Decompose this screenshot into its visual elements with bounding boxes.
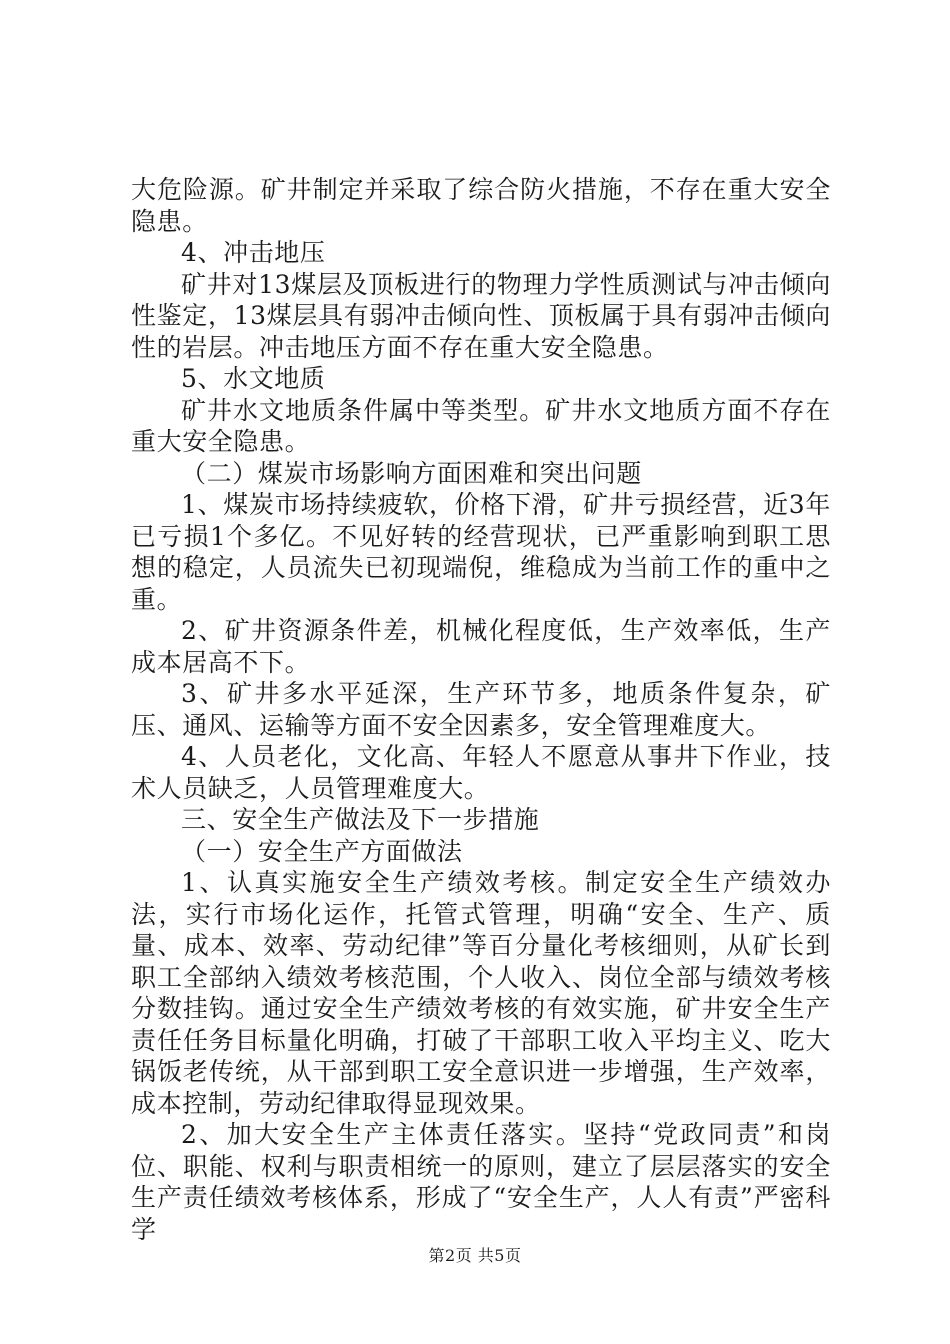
section-heading-hydrogeology: 5、水文地质 [181,364,326,393]
paragraph-rock-burst: 矿井对13煤层及顶板进行的物理力学性质测试与冲击倾向性鉴定，13煤层具有弱冲击倾向性、顶板属于具有弱冲击倾向性的岩层。冲击地压方面不存在重大安全隐患。 [131,269,831,362]
paragraph-practice-2: 2、加大安全生产主体责任落实。坚持“党政同责”和岗位、职能、权利与职责相统一的原则，建立了层层落实的安全生产责任绩效考核体系，形成了“安全生产，人人有责”严密科学 [131,1120,831,1244]
section-heading-coal-market: （二）煤炭市场影响方面困难和突出问题 [181,458,642,488]
subsection-heading-safety-practices: （一）安全生产方面做法 [181,836,463,866]
section-heading-rock-burst: 4、冲击地压 [181,238,326,267]
paragraph-market-item-3: 3、矿井多水平延深，生产环节多，地质条件复杂，矿压、通风、运输等方面不安全因素多，安全管理难度大。 [131,679,831,740]
document-body [131,174,831,1245]
section-heading-safety-measures: 三、安全生产做法及下一步措施 [181,805,540,834]
paragraph-hydrogeology: 矿井水文地质条件属中等类型。矿井水文地质方面不存在重大安全隐患。 [131,395,831,456]
paragraph-continuation: 大危险源。矿井制定并采取了综合防火措施，不存在重大安全隐患。 [131,175,831,236]
paragraph-market-item-4: 4、人员老化，文化高、年轻人不愿意从事井下作业，技术人员缺乏，人员管理难度大。 [131,742,831,803]
paragraph-market-item-2: 2、矿井资源条件差，机械化程度低，生产效率低，生产成本居高不下。 [131,616,831,677]
paragraph-market-item-1: 1、煤炭市场持续疲软，价格下滑，矿井亏损经营，近3年已亏损1个多亿。不见好转的经营现状，已严重影响到职工思想的稳定，人员流失已初现端倪，维稳成为当前工作的重中之重。 [131,490,831,614]
page-number-footer: 第2页 共5页 [428,1246,522,1265]
paragraph-practice-1: 1、认真实施安全生产绩效考核。制定安全生产绩效办法，实行市场化运作，托管式管理，明确“安全、生产、质量、成本、效率、劳动纪律”等百分量化考核细则，从矿长到职工全部纳入绩效考核范围，个人收入、岗位全部与绩效考核分数挂钩。通过安全生产绩效考核的有效实施，矿井安全生产责任任务目标量化明确，打破了干部职工收入平均主义、吃大锅饭老传统，从干部到职工安全意识进一步增强，生产效率，成本控制，劳动纪律取得显现效果。 [131,868,831,1118]
